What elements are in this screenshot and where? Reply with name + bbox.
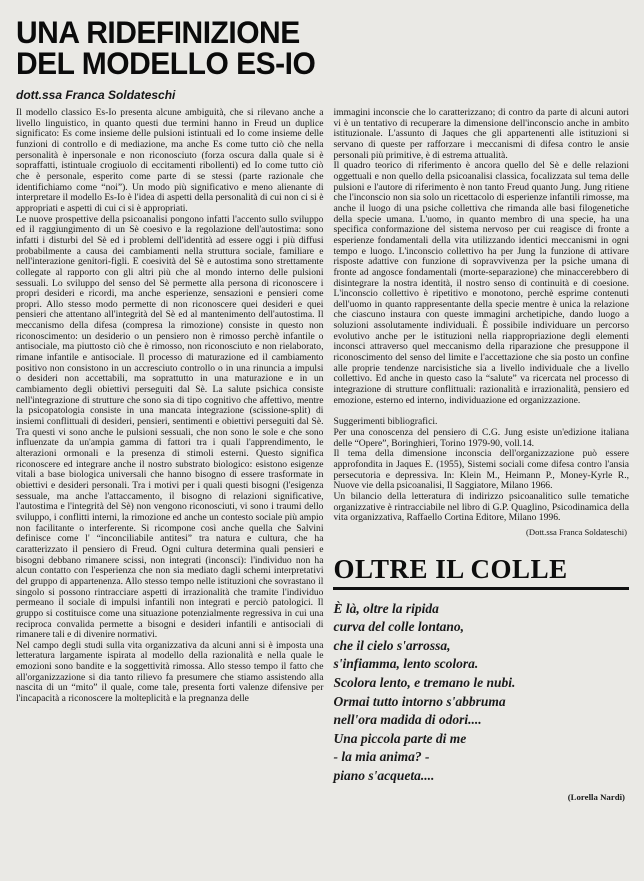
paragraph: Le nuove prospettive della psicoanalisi pongono infatti l'accento sullo sviluppo ed il raggiungimento di un Sè coesivo e la regolazione dell'autostima: sono infatti i disturbi del Sè ed i problemi dell'identità ad essere oggi i più diffusi probabilmente a causa dei cambiamenti nella struttura sociale, familiare e nell'interazione genitori-figli. E coesività del Sè e autostima sono strettamente collegate al rapporto con gli altri più che al mondo interno delle pulsioni sessuali. Lo sviluppo del senso del Sè permette alla persona di riconoscere i propri desideri e ricordi, ma anche esperienze, sensazioni e pensieri come propri. Allo stesso modo permette di non riconoscere quei desideri e quei pensieri che attentano all'integrità del Sè ed al mantenimento dell'autostima. Il meccanismo della difesa (compresa la rimozione) consiste in questo non riconoscimento: un desiderio o un pensiero non è rimosso perchè infantile o antisociale, ma piuttosto ciò che è rimosso, non riconosciuto e non rielaborato, rimane infantile e antisociale. Il processo di maturazione ed il cambiamento positivo non consistono in un accresciuto controllo o in una rinuncia a impulsi o desideri non accettabili, ma soprattutto in una maturazione e in un cambiamento degli obiettivi perseguiti dal Sè. La salute psichica consiste nell'integrazione di strutture che sono sia di tipo cognitivo che affettivo, mentre la psicopatologia consiste in una mancata integrazione (scissione-split) di insiemi conflittuali di desideri, pensieri, sentimenti e obiettivi perseguiti dal Sè. Tra questi vi sono anche le pulsioni sessuali, che non sono le sole e che sono influenzate da un'ampia gamma di fattori tra i quali l'apprendimento, le alterazioni ormonali e la presenza di stimoli esterni. Questo significa riconoscere ed integrare anche il nostro substrato biologico: esistono esigenze vitali a base biologica universali che hanno bisogno di essere trasformate in obiettivi e desideri personali. Tra i motivi per i quali questi bisogni (l'esigenza sessuale, ma anche l'attaccamento, il bisogno di relazioni significative, l'autostima e l'integrità del Sè) non vengono riconosciuti, vi sono i traumi dello sviluppo, i conflitti interni, la rimozione ed anche un contesto sociale più ampio non facilitante o interferente. Si ricompone così anche quella che Salvini definisce come l' “inconciliabile antitesi” tra natura e cultura, che ha caratterizzato il pensiero di Freud. Ogni cultura determina quali pensieri e bisogni debbano rimanere scissi, non integrati (inconsci): l'individuo non ha alcun contatto con l'esperienza che non sia mediato dagli schemi interpretativi del gruppo di appartenenza. Allo stesso tempo nelle istituzioni che sovrastano il singolo si possono rintracciare aspetti di irrazionalità che tramite l'individuo permeano il sociale di impulsi infantili non integrati e perciò patologici. Il gruppo si costituisce come una situazione potenzialmente regressiva in cui una reciproca convalida permette a bisogni e desideri infantili e antisociali di rimanere tali e di divenire normativi. (16, 213, 324, 641)
article-title-line1: UNA RIDEFINIZIONE (16, 15, 300, 51)
author-signature: (Dott.ssa Franca Soldateschi) (526, 526, 627, 537)
poem-attribution: (Lorella Nardi) (567, 791, 625, 802)
poem-line: curva del colle lontano, (333, 619, 464, 635)
right-column (333, 108, 629, 806)
poem-line: Ormai tutto intorno s'abbruma (333, 693, 506, 709)
paragraph: Il modello classico Es-Io presenta alcune ambiguità, che si rilevano anche a livello linguistico, in quanto questi due termini hanno in Freud un duplice significato: Es come insieme delle pulsioni istintuali ed Io come insieme delle funzioni di controllo e di mediazione, ma anche Es come tutto ciò che nella personalità è inpersonale e non riconosciuto (forza oscura dalla quale si è sopraffatti, istintuale crogiuolo di eccitamenti ribollenti) ed Io come tutto ciò che è personale, esperito come parte di se stessi (parte razionale che identifichiamo come “noi”). Un modo più significativo e meno alienante di interpretare il modello Es-Io è l'idea di aspetti della personalità di cui non ci si è appropriati e aspetti di cui ci si è appropriati. (16, 107, 324, 214)
article-body (16, 108, 629, 806)
article-byline: dott.ssa Franca Soldateschi (16, 88, 176, 102)
bibliography-entry: Il tema della dimensione inconscia dell'organizzazione può essere approfondita in Jaques E. (1955), Sistemi sociali come difesa contro l'ansia persecutoria e depressiva. In: Klein M., Heimann P., Money-Kyrle R., Nuove vie della psicoanalisi, Il Saggiatore, Milano 1966. (333, 448, 629, 492)
poem-line: Scolora lento, e tremano le nubi. (333, 674, 516, 690)
poem-line: piano s'acqueta.... (333, 767, 435, 783)
article-title-line2: DEL MODELLO ES-IO (16, 47, 316, 82)
article-title (16, 15, 629, 82)
poem-line: nell'ora madida di odori.... (333, 712, 482, 728)
poem-title: OLTRE IL COLLE (333, 554, 629, 590)
poem-line: s'infiamma, lento scolora. (333, 656, 479, 672)
bibliography (333, 417, 629, 537)
poem-line: che il cielo s'arrossa, (333, 637, 451, 653)
bibliography-entry: Un bilancio della letteratura di indirizzo psicoanalitico sulle tematiche organizzative è rintracciabile nel libro di G.P. Quaglino, Psicodinamica della vita organizzativa, Raffaello Cortina Editore, Milano 1996. (333, 490, 629, 524)
left-column (16, 108, 323, 806)
paragraph: Il quadro teorico di riferimento è ancora quello del Sè e delle relazioni oggettuali e non quello della psicoanalisi classica, focalizzata sul tema delle pulsioni e l'autore di riferimento è non tanto Freud quanto Jung. Jung ritiene che l'inconscio non sia solo un ricettacolo di esperienze infantili rimosse, ma anche il luogo di una psiche collettiva che rimanda alle basi filogenetiche della specie umana. L'uomo, in quanto membro di una specie, ha una specifica conformazione del sistema nervoso per cui reagisce di fronte a esperienze fondamentali della vita utilizzando identici meccanismi in ogni tempo e luogo. L'inconscio collettivo ha per Jung la funzione di attivare risposte adattive con funzione di sopravvivenza per la psiche umana di fronte ad angosce fondamentali (morte-separazione) che minaccerebbero di disintegrare la nostra identità, il nostro senso di continuità e di coesione. L'inconscio collettivo è ripetitivo e monotono, perchè esprime contenuti dell'uomo in quanto rappresentante della specie mentre è unica la relazione che ciascuno instaura con queste immagini archetipiche, dando luogo a soluzioni assolutamente individuali. È possibile individuare un percorso evolutivo anche per le istituzioni nella riappropriazione degli elementi inconsci attraverso quel meccanismo della riparazione che presuppone il riconoscimento del senso del limite e l'accettazione che sia posto un confine alle proprie tendenze narcisistiche sia a livello individuale che a livello collettivo. Ed anche in questo caso la “salute” va ricercata nel processo di integrazione di strutture conflittuali: razionalità e irrazionalità, pensiero ed emozione, esterno ed interno, individuazione ed organizzazione. (333, 160, 629, 406)
poem-line: È là, oltre la ripida (333, 600, 439, 616)
bibliography-heading: Suggerimenti bibliografici. (333, 416, 438, 428)
bibliography-entry: Per una conoscenza del pensiero di C.G. Jung esiste un'edizione italiana delle “Opere”, Boringhieri, Torino 1979-90, voll.14. (333, 427, 629, 449)
poem-section (333, 554, 629, 807)
paragraph: Nel campo degli studi sulla vita organizzativa da alcuni anni si è imposta una letteratura largamente ispirata al modello della razionalità e nella quale le emozioni sono bandite e la soggettività rimossa. Allo stesso tempo il fatto che all'organizzazione si dia tanto rilievo fa presumere che stiamo assistendo alla nascita di un “mito” il quale, come tale, presenta forti valenze difensive per l'incapacità a riconoscere la molteplicità e la pregnanza delle (16, 639, 324, 705)
poem-line: Una piccola parte di me (333, 730, 467, 746)
paragraph: immagini inconscie che lo caratterizzano; di contro da parte di alcuni autori vi è un tentativo di recuperare la dimensione dell'inconscio anche in ambito istituzionale. L'assunto di Jaques che gli appartenenti alle istituzioni si servano di queste per rafforzare i meccanismi di difesa contro le ansie personali più primitive, è di estrema attualità. (333, 107, 629, 161)
poem-line: - la mia anima? - (333, 749, 430, 765)
poem-body (333, 600, 629, 807)
